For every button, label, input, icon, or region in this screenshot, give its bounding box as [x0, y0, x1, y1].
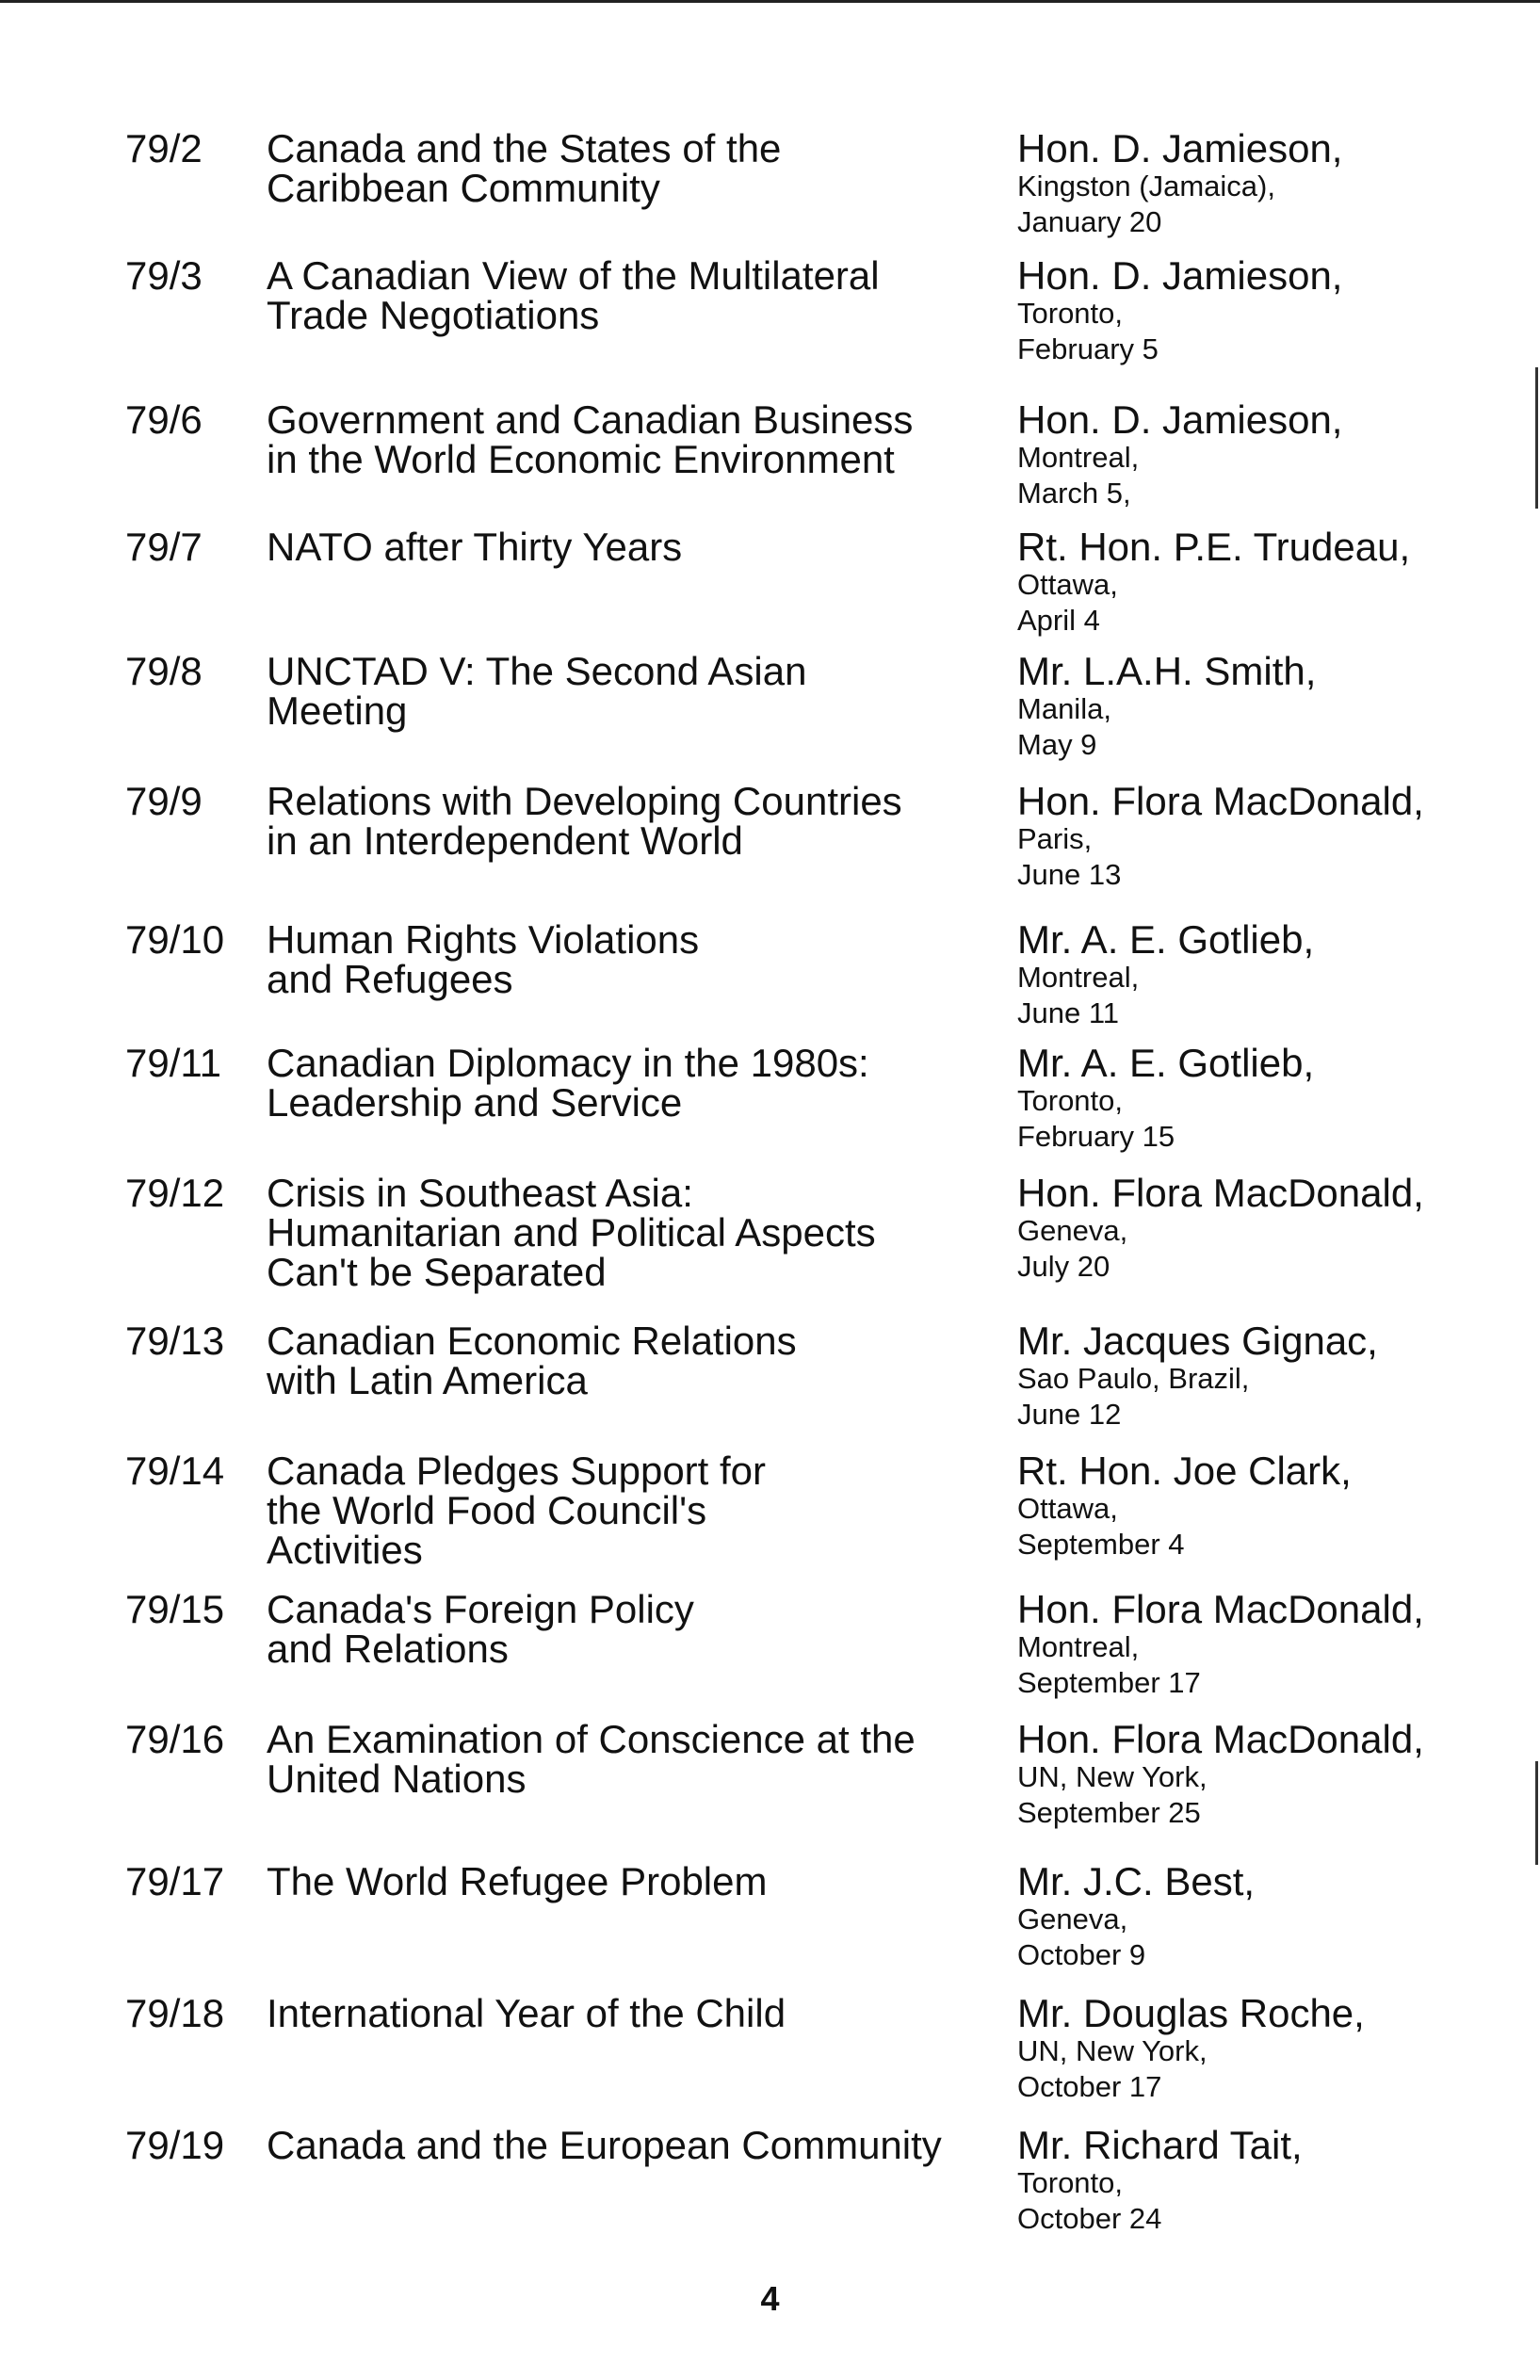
entry-place: Montreal,: [1017, 961, 1140, 994]
entry-title-line: Canada and the States of the: [267, 126, 782, 170]
entry-title: [267, 126, 1001, 210]
entry-title-line: An Examination of Conscience at the: [267, 1717, 916, 1761]
entry-number: 79/16: [125, 1717, 225, 1761]
entry-title-line: A Canadian View of the Multilateral: [267, 253, 880, 298]
entry-speaker: Hon. D. Jamieson,: [1017, 397, 1343, 442]
entry-title-line: in an Interdependent World: [267, 818, 743, 863]
margin-mark-upper: [1535, 367, 1538, 509]
entry-number: 79/8: [125, 649, 203, 693]
entry-title: [267, 2123, 1001, 2167]
top-rule: [0, 0, 1540, 3]
entry-speaker-block: [1017, 1587, 1531, 1701]
margin-mark-lower: [1535, 1761, 1538, 1865]
entry-place: Montreal,: [1017, 441, 1140, 474]
page-number: 4: [760, 2279, 780, 2318]
entry-title-line: Relations with Developing Countries: [267, 779, 902, 823]
entry-title-line: in the World Economic Environment: [267, 437, 895, 481]
entry-speaker: Hon. Flora MacDonald,: [1017, 779, 1424, 823]
entry-place: UN, New York,: [1017, 2034, 1208, 2067]
entry-number: 79/9: [125, 779, 203, 823]
entry-title-line: Human Rights Violations: [267, 917, 700, 962]
entry-number: 79/6: [125, 397, 203, 442]
entry-date: February 15: [1017, 1120, 1175, 1153]
entry-date: April 4: [1017, 604, 1100, 637]
entry-speaker: Rt. Hon. P.E. Trudeau,: [1017, 525, 1411, 569]
entry-speaker: Mr. J.C. Best,: [1017, 1859, 1256, 1903]
entry-title: [267, 1991, 1001, 2035]
entry-title: [267, 1451, 1001, 1570]
entry-number: 79/11: [125, 1041, 221, 1085]
entry-title-line: Canada and the European Community: [267, 2123, 942, 2167]
entry-speaker: Hon. Flora MacDonald,: [1017, 1717, 1424, 1761]
entry-place: UN, New York,: [1017, 1760, 1208, 1793]
entry-title-line: Humanitarian and Political Aspects: [267, 1210, 876, 1255]
entry-place: Toronto,: [1017, 297, 1124, 330]
entry-title: [267, 1717, 1001, 1801]
entry-title-line: Canada Pledges Support for: [267, 1449, 767, 1493]
entry-speaker-block: [1017, 649, 1531, 763]
entry-title-line: Canada's Foreign Policy: [267, 1587, 694, 1631]
entry-place: Toronto,: [1017, 2166, 1124, 2199]
entry-speaker-block: [1017, 917, 1531, 1031]
entry-place: Ottawa,: [1017, 568, 1118, 601]
entry-title-line: and Relations: [267, 1627, 509, 1671]
entry-title-line: with Latin America: [267, 1358, 588, 1402]
entry-speaker-block: [1017, 126, 1531, 240]
entry-date: September 4: [1017, 1528, 1185, 1561]
entry-speaker-block: [1017, 1859, 1531, 1973]
entry-speaker: Mr. Richard Tait,: [1017, 2123, 1303, 2167]
entry-speaker: Hon. D. Jamieson,: [1017, 253, 1343, 298]
entry-number: 79/7: [125, 525, 203, 569]
entry-number: 79/2: [125, 126, 203, 170]
entry-title: [267, 527, 1001, 567]
entry-speaker-block: [1017, 2123, 1531, 2237]
entry-title: [267, 779, 1001, 863]
entry-title: [267, 1041, 1001, 1125]
entry-title: [267, 1859, 1001, 1903]
entry-title-line: Activities: [267, 1528, 423, 1572]
entry-title-line: United Nations: [267, 1757, 527, 1801]
entry-speaker: Hon. Flora MacDonald,: [1017, 1587, 1424, 1631]
entry-place: Toronto,: [1017, 1084, 1124, 1117]
entry-number: 79/13: [125, 1319, 225, 1363]
entry-speaker-block: [1017, 253, 1531, 367]
entry-title-line: International Year of the Child: [267, 1991, 786, 2035]
entry-number: 79/14: [125, 1449, 225, 1493]
entry-date: June 11: [1017, 996, 1120, 1029]
entry-speaker-block: [1017, 527, 1531, 639]
entry-speaker: Hon. Flora MacDonald,: [1017, 1171, 1424, 1215]
entry-title-line: Government and Canadian Business: [267, 397, 914, 442]
entry-date: February 5: [1017, 332, 1159, 365]
entry-title: [267, 649, 1001, 733]
entry-date: June 13: [1017, 858, 1122, 891]
entry-number: 79/17: [125, 1859, 225, 1903]
entry-date: June 12: [1017, 1398, 1122, 1431]
entry-place: Ottawa,: [1017, 1492, 1118, 1525]
entry-number: 79/18: [125, 1991, 225, 2035]
entry-place: Montreal,: [1017, 1630, 1140, 1663]
entry-title-line: Meeting: [267, 688, 408, 733]
entry-number: 79/15: [125, 1587, 225, 1631]
entry-speaker-block: [1017, 1717, 1531, 1831]
entry-date: October 9: [1017, 1938, 1146, 1971]
entry-speaker: Mr. L.A.H. Smith,: [1017, 649, 1317, 693]
entry-speaker-block: [1017, 1171, 1531, 1285]
entry-speaker: Mr. A. E. Gotlieb,: [1017, 1041, 1315, 1085]
entry-title: [267, 1171, 1001, 1294]
entry-title-line: Canadian Diplomacy in the 1980s:: [267, 1041, 869, 1085]
entry-speaker: Rt. Hon. Joe Clark,: [1017, 1449, 1352, 1493]
entry-place: Geneva,: [1017, 1214, 1128, 1247]
entry-title: [267, 397, 1001, 481]
entry-speaker: Mr. Douglas Roche,: [1017, 1991, 1365, 2035]
entry-title-line: Trade Negotiations: [267, 293, 600, 337]
entry-speaker-block: [1017, 1041, 1531, 1155]
entry-title-line: Leadership and Service: [267, 1080, 683, 1125]
entry-title-line: Crisis in Southeast Asia:: [267, 1171, 693, 1215]
entry-title: [267, 253, 1001, 337]
entry-date: January 20: [1017, 205, 1162, 238]
entry-title: [267, 1321, 1001, 1400]
entry-title-line: and Refugees: [267, 957, 513, 1001]
entry-title-line: Caribbean Community: [267, 166, 660, 210]
entry-number: 79/10: [125, 917, 225, 962]
entry-date: July 20: [1017, 1250, 1110, 1283]
entry-place: Kingston (Jamaica),: [1017, 170, 1275, 202]
entry-title-line: The World Refugee Problem: [267, 1859, 768, 1903]
entry-title-line: the World Food Council's: [267, 1488, 707, 1532]
entry-speaker-block: [1017, 397, 1531, 511]
entry-title: [267, 917, 1001, 1001]
entry-speaker-block: [1017, 1321, 1531, 1433]
entry-speaker: Hon. D. Jamieson,: [1017, 126, 1343, 170]
entry-date: March 5,: [1017, 477, 1131, 510]
entry-title: [267, 1587, 1001, 1671]
entry-title-line: Can't be Separated: [267, 1250, 607, 1294]
entry-place: Manila,: [1017, 692, 1111, 725]
entry-place: Geneva,: [1017, 1902, 1128, 1935]
entry-number: 79/19: [125, 2123, 225, 2167]
entry-date: September 25: [1017, 1796, 1201, 1829]
entry-place: Paris,: [1017, 822, 1093, 855]
entry-speaker-block: [1017, 779, 1531, 893]
entry-date: October 17: [1017, 2070, 1162, 2103]
entry-speaker: Mr. Jacques Gignac,: [1017, 1319, 1378, 1363]
entry-title-line: UNCTAD V: The Second Asian: [267, 649, 807, 693]
entry-speaker-block: [1017, 1451, 1531, 1562]
entry-speaker: Mr. A. E. Gotlieb,: [1017, 917, 1315, 962]
entry-date: October 24: [1017, 2202, 1162, 2235]
entry-date: May 9: [1017, 728, 1097, 761]
entry-title-line: Canadian Economic Relations: [267, 1319, 797, 1363]
entry-number: 79/12: [125, 1171, 225, 1215]
entry-place: Sao Paulo, Brazil,: [1017, 1362, 1250, 1395]
entry-date: September 17: [1017, 1666, 1201, 1699]
entry-title-line: NATO after Thirty Years: [267, 525, 683, 569]
entry-number: 79/3: [125, 253, 203, 298]
entry-speaker-block: [1017, 1991, 1531, 2105]
